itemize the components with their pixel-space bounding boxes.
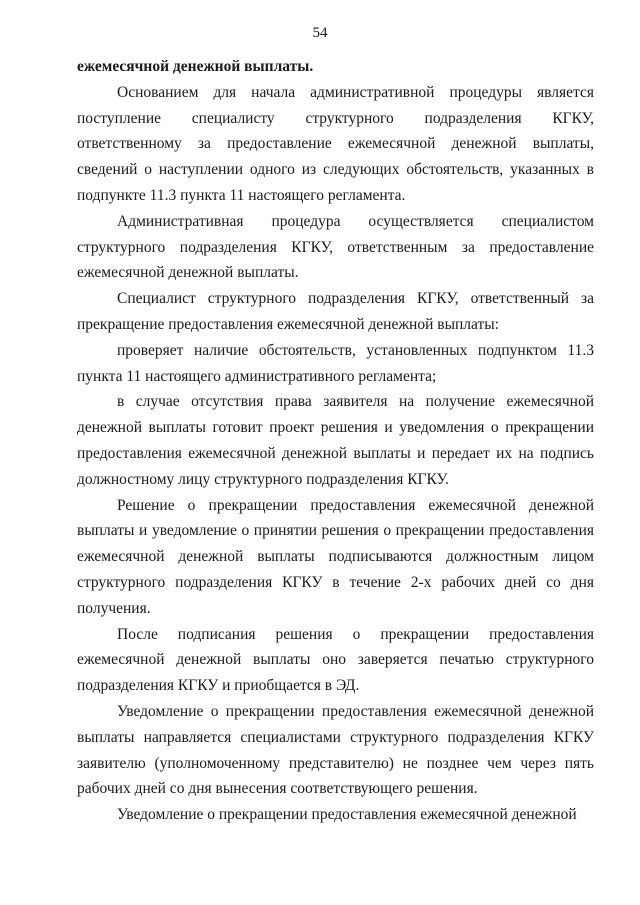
document-body bbox=[77, 54, 594, 828]
paragraph-basis-of-procedure: Основанием для начала административной процедуры является поступление специалисту структурного подразделения КГКУ, ответственному за предоставление ежемесячной денежной выплаты, сведений о наступлении одного из следующих обстоятельств, указанных в подпункте 11.3 пункта 11 настоящего регламента. bbox=[77, 83, 594, 204]
paragraph-decision-certification: После подписания решения о прекращении предоставления ежемесячной денежной выплаты оно заверяется печатью структурного подразделения КГКУ и приобщается в ЭД. bbox=[77, 625, 594, 695]
paragraph-notification-continued: Уведомление о прекращении предоставления ежемесячной денежной bbox=[117, 806, 577, 824]
page-number: 54 bbox=[312, 25, 328, 41]
paragraph-specialist-duties-intro: Специалист структурного подразделения КГКУ, ответственный за прекращение предоставления ежемесячной денежной выплаты: bbox=[77, 290, 594, 333]
paragraph-prepares-draft-decision: в случае отсутствия права заявителя на получение ежемесячной денежной выплаты готовит проект решения и уведомления о прекращении предоставления ежемесячной денежной выплаты и передает их на подпись должностному лицу структурного подразделения КГКУ. bbox=[77, 393, 594, 488]
paragraph-notification-sending: Уведомление о прекращении предоставления ежемесячной денежной выплаты направляется специалистами структурного подразделения КГКУ заявителю (уполномоченному представителю) не позднее чем через пять рабочих дней со дня вынесения соответствующего решения. bbox=[77, 702, 594, 798]
paragraph-procedure-performer: Административная процедура осуществляется специалистом структурного подразделения КГКУ, ответственным за предоставление ежемесячной денежной выплаты. bbox=[77, 212, 594, 282]
paragraph-checks-circumstances: проверяет наличие обстоятельств, установленных подпунктом 11.3 пункта 11 настоящего административного регламента; bbox=[77, 341, 594, 385]
paragraph-continuation-heading: ежемесячной денежной выплаты. bbox=[77, 58, 314, 75]
paragraph-decision-signing: Решение о прекращении предоставления ежемесячной денежной выплаты и уведомление о принятии решения о прекращении предоставления ежемесячной денежной выплаты подписываются должностным лицом структурного подразделения КГКУ в течение 2-х рабочих дней со дня получения. bbox=[77, 496, 594, 617]
